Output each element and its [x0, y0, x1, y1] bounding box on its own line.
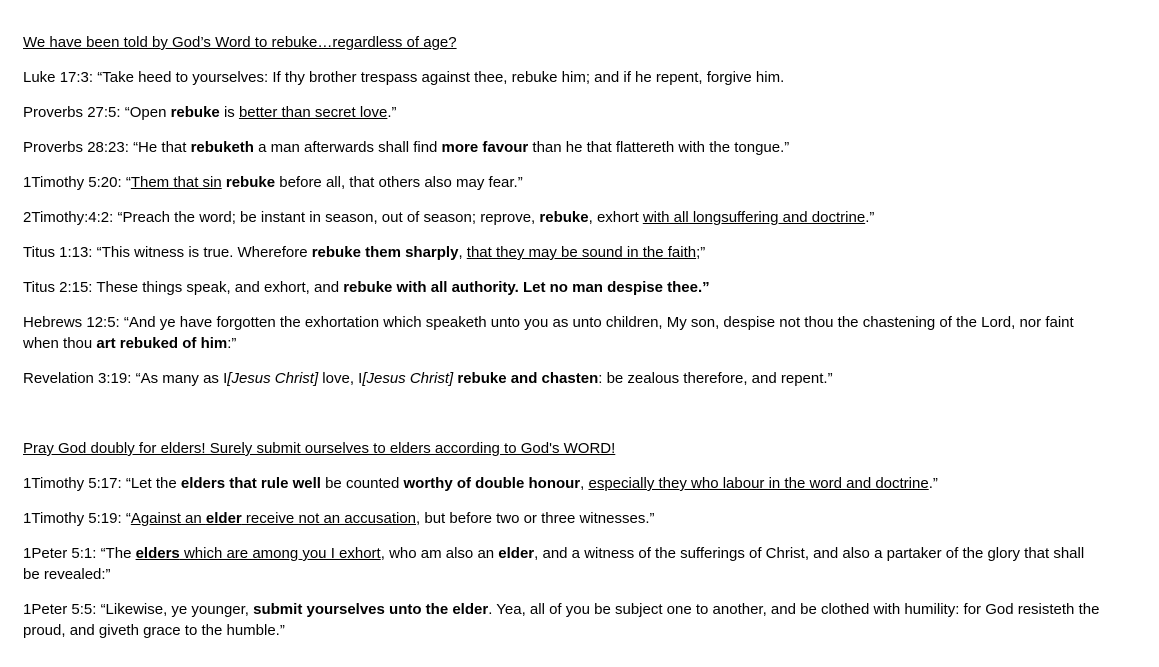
verse-ref: 1Timothy 5:19:: [23, 510, 126, 527]
document-page: [23, 32, 1103, 655]
verse-text: , and a witness of the sufferings of Christ, and also a partaker of the glory that shall be revealed:”: [23, 545, 1085, 583]
verse-text: “: [125, 510, 131, 527]
verse-text: “As many as I: [135, 370, 228, 387]
verse-text: before all, that others also may fear.”: [275, 174, 523, 191]
verse-ref: 2Timothy:4:2:: [23, 209, 118, 226]
verse-bold: submit yourselves unto the elder: [253, 601, 489, 618]
verse-bold: rebuke and chasten: [457, 370, 599, 387]
verse-1peter-5-5: [23, 599, 1103, 641]
verse-text: .”: [387, 104, 397, 121]
verse-bold: rebuke them sharply: [311, 244, 459, 261]
verse-text: love, I: [318, 370, 363, 387]
verse-ref: Titus 2:15:: [23, 279, 97, 296]
verse-ref: Revelation 3:19:: [23, 370, 136, 387]
verse-ref: Proverbs 28:23:: [23, 139, 134, 156]
verse-ref: Hebrews 12:5:: [23, 314, 124, 331]
verse-bold: elder: [498, 545, 535, 562]
verse-bold: rebuke: [539, 209, 589, 226]
verse-bold: rebuke: [170, 104, 220, 121]
verse-text: : be zealous therefore, and repent.”: [598, 370, 833, 387]
verse-italic: [Jesus Christ]: [227, 370, 319, 387]
section1-heading: We have been told by God’s Word to rebuke…regardless of age?: [23, 34, 457, 51]
verse-text: “Likewise, ye younger,: [100, 601, 254, 618]
verse-luke-17-3: [23, 67, 1103, 88]
section-spacer: [23, 403, 1103, 438]
verse-text: , exhort: [588, 209, 643, 226]
verse-text: These things speak, and exhort, and: [96, 279, 344, 296]
verse-bold: more favour: [441, 139, 529, 156]
verse-hebrews-12-5: [23, 312, 1103, 354]
verse-text: ,: [458, 244, 467, 261]
verse-text: is: [219, 104, 239, 121]
verse-underline: that they may be sound in the faith: [466, 244, 697, 261]
verse-text: ,: [580, 475, 589, 492]
verse-1timothy-5-19: [23, 508, 1103, 529]
verse-1timothy-5-17: [23, 473, 1103, 494]
verse-text: be counted: [320, 475, 404, 492]
verse-text: than he that flattereth with the tongue.”: [528, 139, 790, 156]
verse-bold: rebuke with all authority. Let no man despise thee.”: [343, 279, 710, 296]
verse-underline-bold: elder: [205, 510, 242, 527]
verse-underline: which are among you I exhort: [179, 545, 381, 562]
verse-ref: 1Peter 5:1:: [23, 545, 101, 562]
verse-text: , but before two or three witnesses.”: [416, 510, 655, 527]
verse-text: “Preach the word; be instant in season, out of season; reprove,: [117, 209, 540, 226]
verse-proverbs-28-23: [23, 137, 1103, 158]
verse-bold: rebuketh: [190, 139, 254, 156]
verse-1timothy-5-20: [23, 172, 1103, 193]
verse-text: . Yea, all of you be subject one to another, and be clothed with humility: for God resisteth the proud, and giveth grace to the humble.”: [23, 601, 1100, 639]
verse-underline: Against an: [130, 510, 206, 527]
section2-heading: Pray God doubly for elders! Surely submit ourselves to elders according to God's WORD!: [23, 440, 616, 457]
verse-bold: worthy of double honour: [403, 475, 581, 492]
verse-text: “: [125, 174, 131, 191]
verse-underline: better than secret love: [238, 104, 388, 121]
verse-titus-1-13: [23, 242, 1103, 263]
verse-ref: 1Timothy 5:20:: [23, 174, 126, 191]
verse-underline: receive not an accusation: [241, 510, 417, 527]
verse-text: “The: [100, 545, 136, 562]
verse-underline-bold: elders: [135, 545, 180, 562]
verse-ref: Proverbs 27:5:: [23, 104, 125, 121]
verse-text: “This witness is true. Wherefore: [96, 244, 312, 261]
verse-bold: art rebuked of him: [96, 335, 228, 352]
verse-2timothy-4-2: [23, 207, 1103, 228]
verse-text: :”: [227, 335, 237, 352]
verse-text: , who am also an: [380, 545, 499, 562]
verse-bold: rebuke: [225, 174, 276, 191]
verse-text: “And ye have forgotten the exhortation which speaketh unto you as unto children, My son, despise not thou the chastening of the Lord, nor faint when thou: [23, 314, 1074, 352]
verse-ref: 1Timothy 5:17:: [23, 475, 126, 492]
verse-titus-2-15: [23, 277, 1103, 298]
verse-underline: Them that sin: [130, 174, 222, 191]
verse-1peter-5-1: [23, 543, 1103, 585]
verse-ref: Titus 1:13:: [23, 244, 97, 261]
verse-text: .”: [928, 475, 938, 492]
verse-text: “Let the: [125, 475, 181, 492]
verse-underline: especially they who labour in the word and doctrine: [588, 475, 929, 492]
verse-underline: with all longsuffering and doctrine: [642, 209, 866, 226]
verse-italic: [Jesus Christ]: [362, 370, 454, 387]
verse-bold: elders that rule well: [180, 475, 321, 492]
verse-text: “He that: [133, 139, 191, 156]
verse-text: .”: [865, 209, 875, 226]
verse-ref: Luke 17:3:: [23, 69, 98, 86]
verse-ref: 1Peter 5:5:: [23, 601, 101, 618]
verse-text: “Take heed to yourselves: If thy brother trespass against thee, rebuke him; and if he repent, forgive him.: [97, 69, 785, 86]
verse-text: “Open: [124, 104, 171, 121]
verse-text: a man afterwards shall find: [253, 139, 442, 156]
verse-text: ;”: [696, 244, 706, 261]
verse-proverbs-27-5: [23, 102, 1103, 123]
verse-revelation-3-19: [23, 368, 1103, 389]
